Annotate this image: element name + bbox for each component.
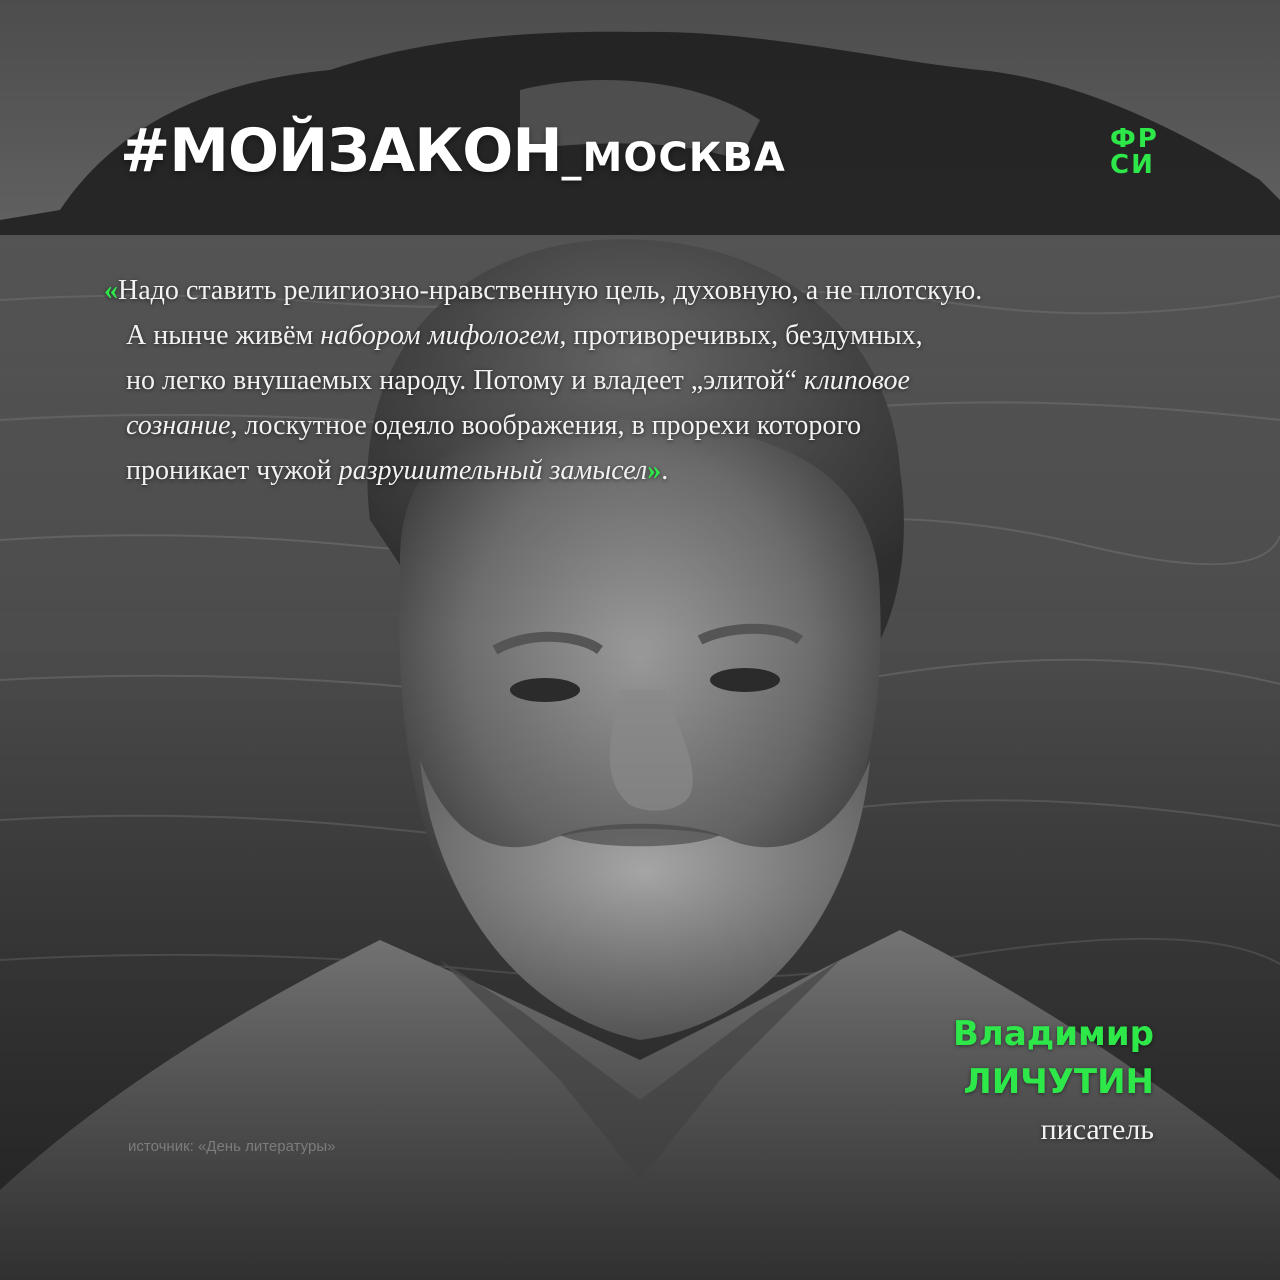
quote-line-1 — [104, 268, 1194, 313]
author-first-name: Владимир — [953, 1014, 1154, 1054]
logo-line-1: ФР — [1110, 124, 1159, 154]
quote-text: . — [661, 455, 669, 486]
quote-text: проникает чужой — [126, 455, 339, 486]
quote-text: но легко внушаемых народу. Потому и владеет „элитой“ — [126, 365, 804, 396]
author-block — [953, 1010, 1154, 1154]
hashtag-city: _МОСКВА — [561, 135, 786, 181]
frsi-logo — [1110, 126, 1170, 178]
quote-emphasis: сознание, — [126, 410, 238, 441]
quote-emphasis: клиповое — [803, 365, 910, 396]
author-role: писатель — [1040, 1113, 1154, 1146]
close-quote-mark: » — [647, 455, 662, 486]
quote-line-2 — [104, 313, 1194, 358]
hashtag-main: #МОЙЗАКОН — [120, 116, 562, 186]
quote-text: Надо ставить религиозно-нравственную цель, духовную, а не плотскую. — [118, 275, 983, 306]
author-last-name: ЛИЧУТИН — [963, 1062, 1154, 1102]
quote-line-3 — [104, 358, 1194, 403]
source-credit: источник: «День литературы» — [128, 1138, 336, 1155]
quote-text: противоречивых, бездумных, — [566, 320, 923, 351]
quote-block — [104, 268, 1194, 493]
quote-emphasis: разрушительный замысел — [338, 455, 648, 486]
quote-text: А нынче живём — [126, 320, 321, 351]
quote-line-5 — [104, 448, 1194, 493]
quote-text: лоскутное одеяло воображения, в прорехи которого — [237, 410, 862, 441]
quote-line-4 — [104, 403, 1194, 448]
quote-emphasis: набором мифологем, — [320, 320, 567, 351]
open-quote-mark: « — [104, 275, 118, 306]
logo-line-2: СИ — [1110, 150, 1155, 180]
hashtag-headline — [120, 116, 786, 186]
